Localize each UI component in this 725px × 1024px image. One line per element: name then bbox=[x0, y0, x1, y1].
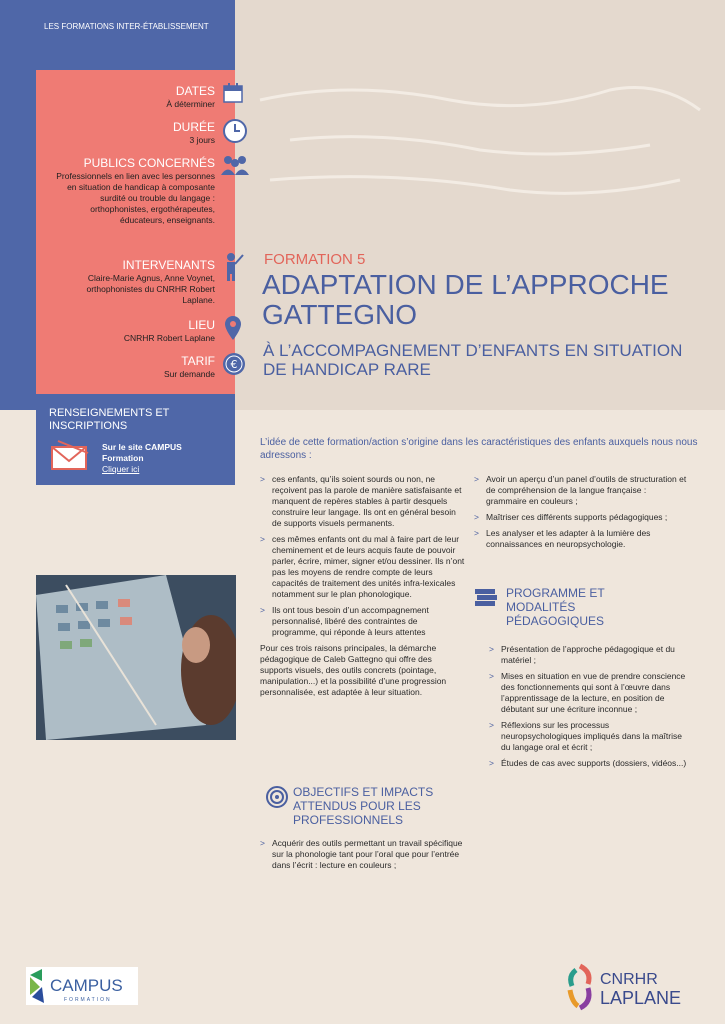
formation-subtitle: À L’ACCOMPAGNEMENT D’ENFANTS EN SITUATION DE HANDICAP RARE bbox=[263, 341, 683, 379]
dates-value: À déterminer bbox=[166, 99, 215, 109]
objectives-list-wrap bbox=[260, 838, 465, 876]
list-item: > ces enfants, qu’ils soient sourds ou non, ne reçoivent pas la parole de manière satisfaisante et manquent de repères stables à partir desquels construire leur langage. Ils ont en général besoin de supports visuels permanents. bbox=[260, 474, 465, 529]
cnrhr-wordmark: CNRHR bbox=[600, 971, 658, 988]
list-item: > Acquérir des outils permettant un travail spécifique sur la phonologie tant pour l’oral que pour l’entrée dans l’écrit : lecture en couleurs ; bbox=[260, 838, 465, 871]
series-label: LES FORMATIONS INTER-ÉTABLISSEMENT bbox=[44, 22, 209, 31]
books-icon bbox=[474, 586, 498, 608]
intervenants-block bbox=[55, 258, 215, 306]
campus-sub: FORMATION bbox=[64, 997, 112, 1003]
registration-box bbox=[36, 395, 235, 485]
dates-block bbox=[55, 84, 215, 110]
objectives-continued-list bbox=[474, 474, 689, 550]
duree-value: 3 jours bbox=[189, 135, 215, 145]
objectives-title: OBJECTIFS ET IMPACTS ATTENDUS POUR LES PROFESSIONNELS bbox=[293, 785, 434, 827]
location-pin-icon bbox=[224, 315, 242, 341]
tarif-value: Sur demande bbox=[163, 369, 215, 379]
photo-illustration bbox=[36, 575, 236, 740]
programme-list bbox=[489, 644, 689, 769]
objectives-list bbox=[260, 838, 465, 871]
list-item: > ces mêmes enfants ont du mal à faire part de leur cheminement et de leurs acquis faute de pouvoir parler, écrire, mimer, signer et/ou dessiner. Ils n’ont pas les moyens de rendre compte de leurs capacités de traitement des unités infra-lexicales notamment sur le plan phonologique. bbox=[260, 534, 465, 600]
registration-text bbox=[102, 442, 222, 475]
hand-illustration bbox=[230, 60, 710, 230]
formation-number: FORMATION 5 bbox=[264, 251, 366, 268]
formation-title: ADAPTATION DE L’APPROCHE GATTEGNO bbox=[262, 269, 669, 330]
envelope-icon bbox=[50, 439, 90, 473]
dates-label: DATES bbox=[175, 84, 215, 98]
presenter-icon bbox=[222, 252, 244, 282]
lieu-block bbox=[55, 318, 215, 344]
registration-site: Sur le site CAMPUS Formation bbox=[102, 442, 182, 463]
method-paragraph: Pour ces trois raisons principales, la démarche pédagogique de Caleb Gattegno qui offre des supports visuels, des outils concrets (pointage, manipulation...) et la possibilité d’une progression personnalisée, est adaptée à leur situation. bbox=[260, 643, 447, 697]
intro-paragraph: L’idée de cette formation/action s’origine dans les caractéristiques des enfants auxquels nous nous adressons : bbox=[260, 437, 698, 461]
publics-label: PUBLICS CONCERNÉS bbox=[83, 156, 215, 170]
programme-list-wrap bbox=[489, 644, 689, 774]
duree-label: DURÉE bbox=[172, 120, 215, 134]
registration-link[interactable]: Cliquer ici bbox=[102, 464, 140, 474]
info-panel bbox=[36, 70, 238, 394]
euro-coin-icon bbox=[222, 352, 246, 376]
publics-value: Professionnels en lien avec les personnes en situation de handicap à composante surdité ou trouble du langage : orthophonistes, ergothérapeutes, éducateurs, enseignants. bbox=[56, 171, 215, 225]
characteristics-list bbox=[260, 474, 465, 638]
intervenants-value: Claire-Marie Agnus, Anne Voynet, orthophonistes du CNRHR Robert Laplane. bbox=[86, 273, 215, 305]
list-item: > Présentation de l’approche pédagogique et du matériel ; bbox=[489, 644, 689, 666]
clock-icon bbox=[222, 118, 248, 144]
lieu-value: CNRHR Robert Laplane bbox=[123, 333, 215, 343]
list-item: > Avoir un aperçu d’un panel d’outils de structuration et de compréhension de la langue française : grammaire en couleurs ; bbox=[474, 474, 689, 507]
tarif-label: TARIF bbox=[181, 354, 215, 368]
tarif-block bbox=[55, 354, 215, 380]
campus-logo bbox=[26, 967, 138, 1005]
campus-wordmark: CAMPUS bbox=[50, 976, 123, 995]
calendar-icon bbox=[222, 82, 244, 104]
list-item: > Ils ont tous besoin d’un accompagnement personnalisé, libéré des contraintes de programme, qui réponde à leurs attentes bbox=[260, 605, 465, 638]
list-item: > Les analyser et les adapter à la lumière des connaissances en neuropsychologie. bbox=[474, 528, 689, 550]
publics-block bbox=[55, 156, 215, 226]
list-item: > Études de cas avec supports (dossiers, vidéos...) bbox=[489, 758, 689, 769]
people-icon bbox=[220, 154, 250, 176]
classroom-photo bbox=[36, 575, 236, 740]
left-column bbox=[260, 474, 465, 698]
laplane-wordmark: LAPLANE bbox=[600, 988, 682, 1008]
svg-text:€: € bbox=[230, 358, 238, 371]
registration-title: RENSEIGNEMENTS ET INSCRIPTIONS bbox=[49, 407, 170, 432]
list-item: > Mises en situation en vue de prendre conscience des fonctionnements qui sont à l’œuvre dans l’apprentissage de la lecture, en position de débutant sur une écriture inconnue ; bbox=[489, 671, 689, 715]
lieu-label: LIEU bbox=[188, 318, 215, 332]
target-icon bbox=[265, 785, 289, 809]
intervenants-label: INTERVENANTS bbox=[122, 258, 215, 272]
list-item: > Réflexions sur les processus neuropsychologiques impliqués dans la maîtrise du langage oral et écrit ; bbox=[489, 720, 689, 753]
right-column bbox=[474, 474, 689, 555]
cnrhr-logo bbox=[566, 962, 706, 1012]
list-item: > Maîtriser ces différents supports pédagogiques ; bbox=[474, 512, 689, 523]
programme-title: PROGRAMME ET MODALITÉS PÉDAGOGIQUES bbox=[506, 586, 605, 628]
duree-block bbox=[55, 120, 215, 146]
